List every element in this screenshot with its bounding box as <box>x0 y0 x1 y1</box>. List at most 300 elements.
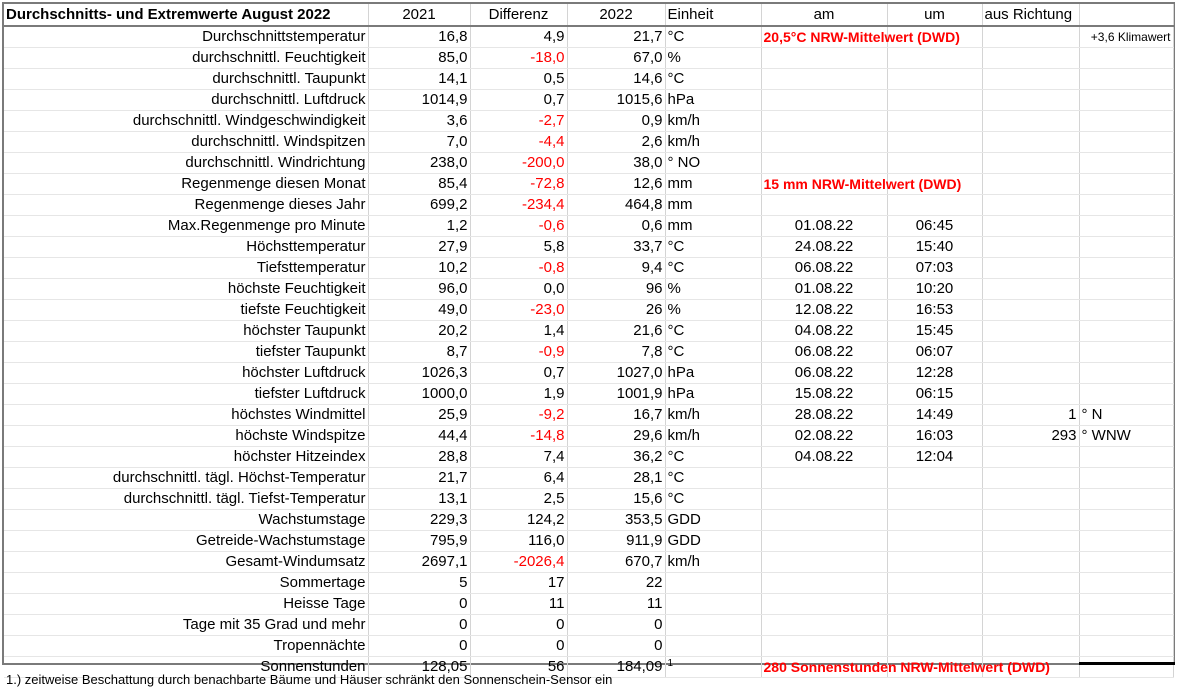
unit-cell[interactable]: °C <box>665 258 761 279</box>
time-cell[interactable]: 16:03 <box>887 426 982 447</box>
date-cell[interactable]: 01.08.22 <box>761 216 887 237</box>
row-label[interactable]: höchster Taupunkt <box>4 321 368 342</box>
unit-cell[interactable]: km/h <box>665 405 761 426</box>
row-label[interactable]: Tropennächte <box>4 636 368 657</box>
value-difference[interactable]: 0,5 <box>470 69 567 90</box>
value-2021[interactable]: 0 <box>368 636 470 657</box>
direction-cell[interactable] <box>1079 216 1173 237</box>
direction-cell[interactable] <box>1079 384 1173 405</box>
table-row <box>4 426 1173 447</box>
date-cell[interactable] <box>761 90 887 111</box>
unit-cell[interactable] <box>665 615 761 636</box>
value-2021[interactable]: 238,0 <box>368 153 470 174</box>
weather-table <box>4 4 1174 678</box>
time-cell[interactable]: 06:07 <box>887 342 982 363</box>
direction-degrees[interactable] <box>982 258 1079 279</box>
date-cell[interactable] <box>761 552 887 573</box>
value-difference[interactable]: -0,6 <box>470 216 567 237</box>
value-2022[interactable]: 9,4 <box>567 258 665 279</box>
direction-cell[interactable] <box>1079 300 1173 321</box>
value-2022[interactable]: 0 <box>567 615 665 636</box>
date-cell[interactable] <box>761 573 887 594</box>
header-time[interactable]: um <box>887 4 982 26</box>
value-2021[interactable]: 16,8 <box>368 26 470 48</box>
row-label[interactable]: höchstes Windmittel <box>4 405 368 426</box>
value-2021[interactable]: 229,3 <box>368 510 470 531</box>
date-cell[interactable]: 28.08.22 <box>761 405 887 426</box>
value-2021[interactable]: 1000,0 <box>368 384 470 405</box>
value-2021[interactable]: 85,0 <box>368 48 470 69</box>
time-cell[interactable]: 12:28 <box>887 363 982 384</box>
direction-degrees[interactable] <box>982 279 1079 300</box>
direction-degrees[interactable] <box>982 342 1079 363</box>
direction-degrees[interactable]: 1 <box>982 405 1079 426</box>
row-label[interactable]: höchster Luftdruck <box>4 363 368 384</box>
time-cell[interactable]: 06:45 <box>887 216 982 237</box>
value-2022[interactable]: 96 <box>567 279 665 300</box>
direction-cell[interactable] <box>1079 90 1173 111</box>
date-cell[interactable] <box>761 48 887 69</box>
unit-cell[interactable]: % <box>665 279 761 300</box>
direction-cell[interactable] <box>1079 258 1173 279</box>
date-cell[interactable] <box>761 489 887 510</box>
unit-cell[interactable] <box>665 573 761 594</box>
direction-cell[interactable] <box>1079 468 1173 489</box>
direction-cell[interactable] <box>1079 615 1173 636</box>
unit-cell[interactable]: °C <box>665 468 761 489</box>
thick-border-segment <box>1079 662 1175 665</box>
direction-degrees[interactable] <box>982 132 1079 153</box>
value-difference[interactable]: -72,8 <box>470 174 567 195</box>
header-date[interactable]: am <box>761 4 887 26</box>
unit-cell[interactable]: km/h <box>665 552 761 573</box>
time-cell[interactable] <box>887 468 982 489</box>
date-cell[interactable]: 06.08.22 <box>761 258 887 279</box>
unit-cell[interactable]: °C <box>665 321 761 342</box>
value-2021[interactable]: 27,9 <box>368 237 470 258</box>
time-cell[interactable]: 16:53 <box>887 300 982 321</box>
value-2022[interactable]: 464,8 <box>567 195 665 216</box>
time-cell[interactable] <box>887 615 982 636</box>
row-label[interactable]: Gesamt-Windumsatz <box>4 552 368 573</box>
date-cell[interactable]: 24.08.22 <box>761 237 887 258</box>
value-2022[interactable]: 26 <box>567 300 665 321</box>
direction-cell[interactable] <box>1079 489 1173 510</box>
value-2022[interactable]: 12,6 <box>567 174 665 195</box>
value-difference[interactable]: -0,9 <box>470 342 567 363</box>
table-title[interactable]: Durchschnitts- und Extremwerte August 2022 <box>4 4 368 26</box>
direction-cell[interactable]: ° WNW <box>1079 426 1173 447</box>
value-2021[interactable]: 1026,3 <box>368 363 470 384</box>
direction-cell[interactable] <box>1079 636 1173 657</box>
date-cell[interactable]: 04.08.22 <box>761 321 887 342</box>
value-2022[interactable]: 29,6 <box>567 426 665 447</box>
value-2021[interactable]: 21,7 <box>368 468 470 489</box>
table-row <box>4 363 1173 384</box>
row-label[interactable]: Sonnenstunden <box>4 657 368 678</box>
row-label[interactable]: tiefster Taupunkt <box>4 342 368 363</box>
date-cell[interactable] <box>761 111 887 132</box>
value-2022[interactable]: 21,7 <box>567 26 665 48</box>
time-cell[interactable]: 15:40 <box>887 237 982 258</box>
row-label[interactable]: Heisse Tage <box>4 594 368 615</box>
time-cell[interactable] <box>887 552 982 573</box>
direction-degrees[interactable] <box>982 447 1079 468</box>
value-2021[interactable]: 7,0 <box>368 132 470 153</box>
unit-cell[interactable]: hPa <box>665 384 761 405</box>
value-2022[interactable]: 28,1 <box>567 468 665 489</box>
unit-cell[interactable]: mm <box>665 174 761 195</box>
time-cell[interactable]: 10:20 <box>887 279 982 300</box>
row-label[interactable]: Wachstumstage <box>4 510 368 531</box>
table-row <box>4 237 1173 258</box>
row-label[interactable]: höchste Windspitze <box>4 426 368 447</box>
direction-cell[interactable] <box>1079 48 1173 69</box>
direction-degrees[interactable] <box>982 26 1079 48</box>
value-difference[interactable]: -9,2 <box>470 405 567 426</box>
unit-cell[interactable]: °C <box>665 447 761 468</box>
row-label[interactable]: Sommertage <box>4 573 368 594</box>
value-difference[interactable]: 124,2 <box>470 510 567 531</box>
value-2021[interactable]: 0 <box>368 594 470 615</box>
value-2021[interactable]: 1,2 <box>368 216 470 237</box>
unit-cell[interactable]: km/h <box>665 132 761 153</box>
direction-cell[interactable] <box>1079 657 1173 678</box>
value-difference[interactable]: -4,4 <box>470 132 567 153</box>
value-2022[interactable]: 670,7 <box>567 552 665 573</box>
date-cell[interactable] <box>761 636 887 657</box>
unit-cell[interactable]: °C <box>665 237 761 258</box>
value-2022[interactable]: 0 <box>567 636 665 657</box>
value-2022[interactable]: 15,6 <box>567 489 665 510</box>
table-row <box>4 48 1173 69</box>
direction-degrees[interactable] <box>982 48 1079 69</box>
direction-cell[interactable] <box>1079 531 1173 552</box>
direction-degrees[interactable] <box>982 468 1079 489</box>
value-difference[interactable]: 2,5 <box>470 489 567 510</box>
value-2022[interactable]: 36,2 <box>567 447 665 468</box>
direction-degrees[interactable] <box>982 69 1079 90</box>
value-difference[interactable]: -14,8 <box>470 426 567 447</box>
direction-cell[interactable] <box>1079 195 1173 216</box>
time-cell[interactable] <box>887 90 982 111</box>
row-label[interactable]: höchste Feuchtigkeit <box>4 279 368 300</box>
row-label[interactable]: Getreide-Wachstumstage <box>4 531 368 552</box>
value-2021[interactable]: 2697,1 <box>368 552 470 573</box>
value-difference[interactable]: 1,9 <box>470 384 567 405</box>
time-cell[interactable] <box>887 153 982 174</box>
footnote: 1.) zeitweise Beschattung durch benachbarte Bäume und Häuser schränkt den Sonnenschein-Sensor ein <box>6 672 613 687</box>
date-cell[interactable]: 06.08.22 <box>761 363 887 384</box>
header-unit[interactable]: Einheit <box>665 4 761 26</box>
unit-cell[interactable]: ° NO <box>665 153 761 174</box>
row-label[interactable]: durchschnittl. Windgeschwindigkeit <box>4 111 368 132</box>
direction-degrees[interactable] <box>982 90 1079 111</box>
date-cell[interactable] <box>761 195 887 216</box>
value-difference[interactable]: 4,9 <box>470 26 567 48</box>
row-label[interactable]: Regenmenge diesen Monat <box>4 174 368 195</box>
value-2022[interactable]: 0,6 <box>567 216 665 237</box>
direction-cell[interactable] <box>1079 153 1173 174</box>
value-difference[interactable]: 6,4 <box>470 468 567 489</box>
direction-degrees[interactable] <box>982 552 1079 573</box>
time-cell[interactable] <box>887 132 982 153</box>
row-label[interactable]: Tage mit 35 Grad und mehr <box>4 615 368 636</box>
unit-cell[interactable]: km/h <box>665 111 761 132</box>
unit-cell[interactable]: 1 <box>665 657 761 678</box>
table-row <box>4 26 1173 48</box>
value-2022[interactable]: 1001,9 <box>567 384 665 405</box>
header-difference[interactable]: Differenz <box>470 4 567 26</box>
value-2022[interactable]: 1027,0 <box>567 363 665 384</box>
direction-cell[interactable] <box>1079 594 1173 615</box>
unit-cell[interactable]: GDD <box>665 531 761 552</box>
value-2021[interactable]: 13,1 <box>368 489 470 510</box>
direction-degrees[interactable] <box>982 573 1079 594</box>
time-cell[interactable]: 06:15 <box>887 384 982 405</box>
direction-degrees[interactable] <box>982 216 1079 237</box>
row-label[interactable]: höchster Hitzeindex <box>4 447 368 468</box>
value-2022[interactable]: 184,09 <box>567 657 665 678</box>
value-2021[interactable]: 0 <box>368 615 470 636</box>
value-difference[interactable]: 5,8 <box>470 237 567 258</box>
date-cell[interactable]: 12.08.22 <box>761 300 887 321</box>
value-difference[interactable]: 0,7 <box>470 363 567 384</box>
table-row <box>4 489 1173 510</box>
value-2022[interactable]: 911,9 <box>567 531 665 552</box>
direction-cell[interactable] <box>1079 342 1173 363</box>
value-difference[interactable]: -0,8 <box>470 258 567 279</box>
value-2021[interactable]: 14,1 <box>368 69 470 90</box>
unit-cell[interactable] <box>665 594 761 615</box>
unit-cell[interactable]: hPa <box>665 363 761 384</box>
row-label[interactable]: durchschnittl. Windrichtung <box>4 153 368 174</box>
direction-degrees[interactable] <box>982 300 1079 321</box>
unit-cell[interactable]: % <box>665 300 761 321</box>
value-2022[interactable]: 38,0 <box>567 153 665 174</box>
value-2021[interactable]: 25,9 <box>368 405 470 426</box>
direction-cell[interactable] <box>1079 174 1173 195</box>
table-row <box>4 531 1173 552</box>
row-label[interactable]: Tiefsttemperatur <box>4 258 368 279</box>
unit-cell[interactable]: km/h <box>665 426 761 447</box>
unit-cell[interactable]: % <box>665 48 761 69</box>
direction-degrees[interactable] <box>982 510 1079 531</box>
value-2021[interactable]: 1014,9 <box>368 90 470 111</box>
value-difference[interactable]: -18,0 <box>470 48 567 69</box>
row-label[interactable]: Max.Regenmenge pro Minute <box>4 216 368 237</box>
value-2021[interactable]: 49,0 <box>368 300 470 321</box>
row-label[interactable]: durchschnittl. Feuchtigkeit <box>4 48 368 69</box>
value-difference[interactable]: 0 <box>470 615 567 636</box>
unit-cell[interactable]: °C <box>665 489 761 510</box>
date-cell[interactable] <box>761 510 887 531</box>
value-difference[interactable]: 7,4 <box>470 447 567 468</box>
header-2022[interactable]: 2022 <box>567 4 665 26</box>
value-difference[interactable]: 0 <box>470 636 567 657</box>
direction-degrees[interactable] <box>982 594 1079 615</box>
value-difference[interactable]: 0,7 <box>470 90 567 111</box>
value-2022[interactable]: 7,8 <box>567 342 665 363</box>
time-cell[interactable] <box>887 531 982 552</box>
value-difference[interactable]: 1,4 <box>470 321 567 342</box>
date-cell[interactable]: 06.08.22 <box>761 342 887 363</box>
unit-cell[interactable]: mm <box>665 195 761 216</box>
direction-cell[interactable] <box>1079 552 1173 573</box>
time-cell[interactable] <box>887 195 982 216</box>
row-label[interactable]: durchschnittl. tägl. Höchst-Temperatur <box>4 468 368 489</box>
direction-degrees[interactable] <box>982 174 1079 195</box>
row-label[interactable]: durchschnittl. Luftdruck <box>4 90 368 111</box>
value-2021[interactable]: 28,8 <box>368 447 470 468</box>
unit-cell[interactable]: °C <box>665 26 761 48</box>
value-2022[interactable]: 2,6 <box>567 132 665 153</box>
value-2022[interactable]: 1015,6 <box>567 90 665 111</box>
date-cell[interactable] <box>761 531 887 552</box>
unit-cell[interactable]: °C <box>665 342 761 363</box>
value-difference[interactable]: 11 <box>470 594 567 615</box>
value-2022[interactable]: 11 <box>567 594 665 615</box>
date-cell[interactable]: 04.08.22 <box>761 447 887 468</box>
date-cell[interactable] <box>761 132 887 153</box>
time-cell[interactable] <box>887 48 982 69</box>
value-difference[interactable]: -2026,4 <box>470 552 567 573</box>
row-label[interactable]: durchschnittl. Taupunkt <box>4 69 368 90</box>
dwd-note[interactable]: 20,5°C NRW-Mittelwert (DWD) <box>761 26 887 48</box>
value-2022[interactable]: 33,7 <box>567 237 665 258</box>
value-2022[interactable]: 16,7 <box>567 405 665 426</box>
value-2021[interactable]: 795,9 <box>368 531 470 552</box>
value-difference[interactable]: -234,4 <box>470 195 567 216</box>
time-cell[interactable] <box>887 510 982 531</box>
direction-degrees[interactable] <box>982 153 1079 174</box>
direction-cell[interactable] <box>1079 447 1173 468</box>
direction-degrees[interactable] <box>982 489 1079 510</box>
direction-degrees[interactable] <box>982 615 1079 636</box>
value-2021[interactable]: 85,4 <box>368 174 470 195</box>
direction-cell[interactable] <box>1079 573 1173 594</box>
time-cell[interactable] <box>887 111 982 132</box>
dwd-note[interactable]: 280 Sonnenstunden NRW-Mittelwert (DWD) <box>761 657 887 678</box>
row-label[interactable]: durchschnittl. Windspitzen <box>4 132 368 153</box>
value-2021[interactable]: 44,4 <box>368 426 470 447</box>
time-cell[interactable] <box>887 69 982 90</box>
row-label[interactable]: tiefste Feuchtigkeit <box>4 300 368 321</box>
row-label[interactable]: tiefster Luftdruck <box>4 384 368 405</box>
direction-degrees[interactable] <box>982 111 1079 132</box>
unit-cell[interactable] <box>665 636 761 657</box>
time-cell[interactable] <box>887 489 982 510</box>
time-cell[interactable]: 07:03 <box>887 258 982 279</box>
value-difference[interactable]: 56 <box>470 657 567 678</box>
value-difference[interactable]: 116,0 <box>470 531 567 552</box>
value-2021[interactable]: 128,05 <box>368 657 470 678</box>
value-difference[interactable]: -23,0 <box>470 300 567 321</box>
direction-cell[interactable] <box>1079 363 1173 384</box>
table-row <box>4 594 1173 615</box>
header-empty-cell[interactable] <box>1079 4 1173 26</box>
direction-cell[interactable]: ° N <box>1079 405 1173 426</box>
date-cell[interactable] <box>761 69 887 90</box>
unit-cell[interactable]: hPa <box>665 90 761 111</box>
direction-cell[interactable] <box>1079 69 1173 90</box>
header-row <box>4 4 1173 26</box>
direction-cell[interactable] <box>1079 321 1173 342</box>
time-cell[interactable]: 15:45 <box>887 321 982 342</box>
header-2021[interactable]: 2021 <box>368 4 470 26</box>
direction-degrees[interactable] <box>982 363 1079 384</box>
value-2022[interactable]: 14,6 <box>567 69 665 90</box>
direction-cell[interactable] <box>1079 132 1173 153</box>
time-cell[interactable] <box>887 594 982 615</box>
climate-value[interactable]: +3,6 Klimawert <box>1079 26 1173 48</box>
value-difference[interactable]: -2,7 <box>470 111 567 132</box>
value-2021[interactable]: 5 <box>368 573 470 594</box>
value-2022[interactable]: 21,6 <box>567 321 665 342</box>
date-cell[interactable]: 02.08.22 <box>761 426 887 447</box>
direction-degrees[interactable] <box>982 237 1079 258</box>
date-cell[interactable] <box>761 468 887 489</box>
direction-degrees[interactable]: 293 <box>982 426 1079 447</box>
value-2021[interactable]: 96,0 <box>368 279 470 300</box>
time-cell[interactable]: 14:49 <box>887 405 982 426</box>
value-2021[interactable]: 8,7 <box>368 342 470 363</box>
value-2021[interactable]: 20,2 <box>368 321 470 342</box>
dwd-note[interactable]: 15 mm NRW-Mittelwert (DWD) <box>761 174 887 195</box>
table-row <box>4 258 1173 279</box>
time-cell[interactable] <box>887 636 982 657</box>
value-2021[interactable]: 699,2 <box>368 195 470 216</box>
table-row <box>4 195 1173 216</box>
direction-cell[interactable] <box>1079 237 1173 258</box>
direction-cell[interactable] <box>1079 279 1173 300</box>
value-2022[interactable]: 67,0 <box>567 48 665 69</box>
value-difference[interactable]: 17 <box>470 573 567 594</box>
direction-degrees[interactable] <box>982 636 1079 657</box>
value-2022[interactable]: 353,5 <box>567 510 665 531</box>
date-cell[interactable] <box>761 615 887 636</box>
unit-cell[interactable]: mm <box>665 216 761 237</box>
row-label[interactable]: Höchsttemperatur <box>4 237 368 258</box>
table-row <box>4 636 1173 657</box>
row-label[interactable]: Regenmenge dieses Jahr <box>4 195 368 216</box>
date-cell[interactable] <box>761 153 887 174</box>
direction-cell[interactable] <box>1079 510 1173 531</box>
time-cell[interactable]: 12:04 <box>887 447 982 468</box>
header-direction[interactable]: aus Richtung <box>982 4 1079 26</box>
value-2021[interactable]: 10,2 <box>368 258 470 279</box>
value-2022[interactable]: 0,9 <box>567 111 665 132</box>
value-difference[interactable]: 0,0 <box>470 279 567 300</box>
unit-cell[interactable]: GDD <box>665 510 761 531</box>
direction-degrees[interactable] <box>982 384 1079 405</box>
date-cell[interactable]: 15.08.22 <box>761 384 887 405</box>
direction-degrees[interactable] <box>982 321 1079 342</box>
direction-degrees[interactable] <box>982 531 1079 552</box>
value-2021[interactable]: 3,6 <box>368 111 470 132</box>
date-cell[interactable] <box>761 594 887 615</box>
direction-cell[interactable] <box>1079 111 1173 132</box>
value-difference[interactable]: -200,0 <box>470 153 567 174</box>
unit-cell[interactable]: °C <box>665 69 761 90</box>
table-row <box>4 174 1173 195</box>
row-label[interactable]: Durchschnittstemperatur <box>4 26 368 48</box>
direction-degrees[interactable] <box>982 195 1079 216</box>
value-2022[interactable]: 22 <box>567 573 665 594</box>
row-label[interactable]: durchschnittl. tägl. Tiefst-Temperatur <box>4 489 368 510</box>
time-cell[interactable] <box>887 573 982 594</box>
date-cell[interactable]: 01.08.22 <box>761 279 887 300</box>
